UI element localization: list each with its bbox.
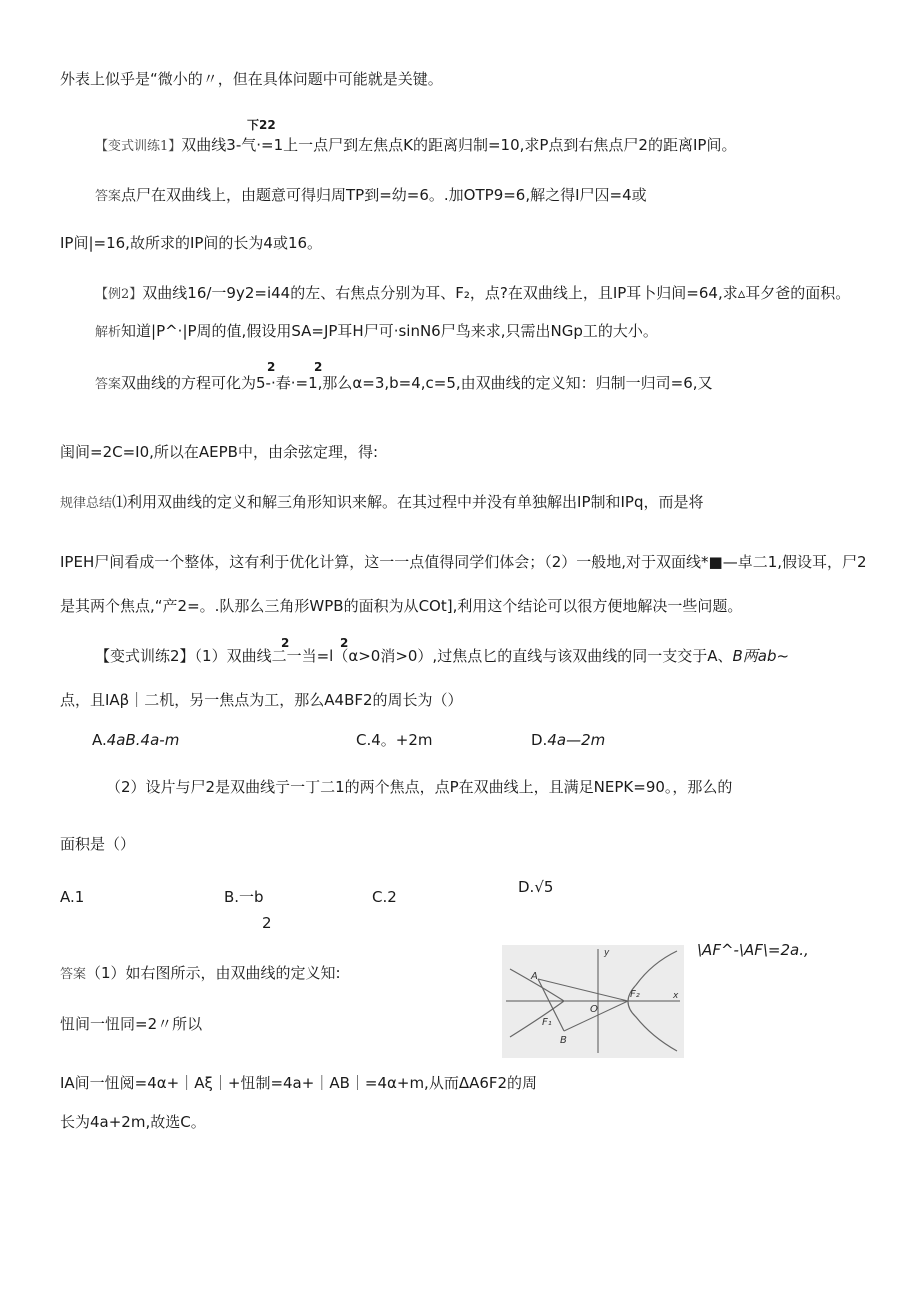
answer3-continuation: 忸间一忸同=2〃所以 xyxy=(60,1015,203,1033)
exercise2-line xyxy=(95,647,789,665)
answer-tag: 答案 xyxy=(60,967,87,982)
answer2-continuation: 闺间=2C=I0,所以在AEPB中，由余弦定理，得: xyxy=(60,443,379,461)
option2-b: B.一b xyxy=(224,888,264,906)
label-f2: F₂ xyxy=(630,989,640,1000)
exercise2-text: 【变式训练2】（1）双曲线二一当=l（α>0消>0）,过焦点匕的直线与该双曲线的同一支交于A、 xyxy=(95,647,733,665)
label-f1: F₁ xyxy=(542,1017,552,1028)
answer2-text: 双曲线的方程可化为5-·春·=1,那么α=3,b=4,c=5,由双曲线的定义知：归制一归司=6,又 xyxy=(121,374,713,392)
rule-summary-text: ⑴利用双曲线的定义和解三角形知识来解。在其过程中并没有单独解出IP制和IPq，而是将 xyxy=(112,493,704,511)
superscript-2d: 2 xyxy=(340,636,349,650)
superscript-2b: 2 xyxy=(314,360,323,374)
option-c: C.4。+2m xyxy=(356,731,433,749)
option2-a: A.1 xyxy=(60,888,85,906)
option-d-label: D. xyxy=(531,731,548,749)
answer3-text: （1）如右图所示，由双曲线的定义知: xyxy=(86,964,341,982)
exercise1-line xyxy=(95,136,736,156)
label-y: y xyxy=(604,948,610,958)
answer-tag: 答案 xyxy=(95,189,122,204)
analysis-text: 知道|P^·|P周的值,假设用SA=JP耳H尸可·sinN6尸鸟来求,只需出NGp工的大小。 xyxy=(121,322,658,340)
superscript-fragment: 下22 xyxy=(247,118,276,132)
label-o: O xyxy=(590,1004,598,1015)
option-a-label: A. xyxy=(92,731,107,749)
area-question: 面积是（） xyxy=(60,835,136,853)
superscript-2c: 2 xyxy=(281,636,290,650)
label-b: B xyxy=(560,1035,567,1046)
answer-tag: 答案 xyxy=(95,377,122,392)
exercise2-italic: B两ab~ xyxy=(732,647,790,665)
option-d-text: 4a—2m xyxy=(547,731,606,749)
rule-summary-tag: 规律总结 xyxy=(60,496,113,511)
option-a xyxy=(92,731,179,749)
label-x: x xyxy=(673,991,679,1001)
option2-d: D.√5 xyxy=(518,878,554,896)
example2-tag: 【例2】 xyxy=(95,287,143,302)
option-a-text: 4aB.4a-m xyxy=(106,731,180,749)
superscript-2a: 2 xyxy=(267,360,276,374)
exercise1-tag: 【变式训练1】 xyxy=(95,139,182,154)
answer1-continuation: IP间|=16,故所求的IP间的长为4或16。 xyxy=(60,234,323,252)
answer3-line3: IA间一忸阅=4α+｜Aξ｜+忸制=4a+｜AB｜=4α+m,从而ΔA6F2的周 xyxy=(60,1074,538,1092)
exercise1-text: 双曲线3-气·=1上一点尸到左焦点K的距离归制=10,求P点到右焦点尸2的距离IP间。 xyxy=(181,136,737,154)
answer1-text: 点尸在双曲线上，由题意可得归周TP到=幼=6。.加OTP9=6,解之得I尸囚=4或 xyxy=(121,186,647,204)
analysis-tag: 解析 xyxy=(95,325,122,340)
hyperbola-diagram xyxy=(502,945,684,1058)
option2-b-sub: 2 xyxy=(262,914,272,932)
example2-text: 双曲线16/一9y2=i44的左、右焦点分别为耳、F₂，点?在双曲线上，且IP耳卜归间=64,求▵耳夕爸的面积。 xyxy=(142,284,851,302)
rule-summary-line xyxy=(60,493,703,513)
side-formula: \AF^-\AF\=2a., xyxy=(697,941,809,959)
exercise2-question: 点，且IAβ｜二机，另一焦点为工，那么A4BF2的周长为（） xyxy=(60,691,463,709)
label-a: A xyxy=(531,971,538,982)
option2-c: C.2 xyxy=(372,888,397,906)
answer3-line xyxy=(60,964,341,984)
text-line-intro: 外表上似乎是“微小的〃，但在具体问题中可能就是关键。 xyxy=(60,70,443,88)
rule-summary-line3: 是其两个焦点,“产2=。.队那么三角形WPB的面积为从COt],利用这个结论可以很方便地解决一些问题。 xyxy=(60,597,743,615)
hyperbola-figure xyxy=(502,945,684,1058)
rule-summary-line2: IPEH尸间看成一个整体，这有利于优化计算，这一一点值得同学们体会；（2）一般地,对于双面线*■—卓二1,假设耳，尸2 xyxy=(60,553,867,571)
example2-line xyxy=(95,284,850,304)
analysis-line xyxy=(95,322,658,342)
answer2-line xyxy=(95,374,713,394)
option-d xyxy=(531,731,605,749)
exercise2-part2: （2）设片与尸2是双曲线亍一丁二1的两个焦点，点P在双曲线上，且满足NEPK=90。，那么的 xyxy=(106,778,733,796)
answer1-line xyxy=(95,186,647,206)
segment-af2 xyxy=(538,979,628,1001)
answer3-line4: 长为4a+2m,故选C。 xyxy=(60,1113,206,1131)
